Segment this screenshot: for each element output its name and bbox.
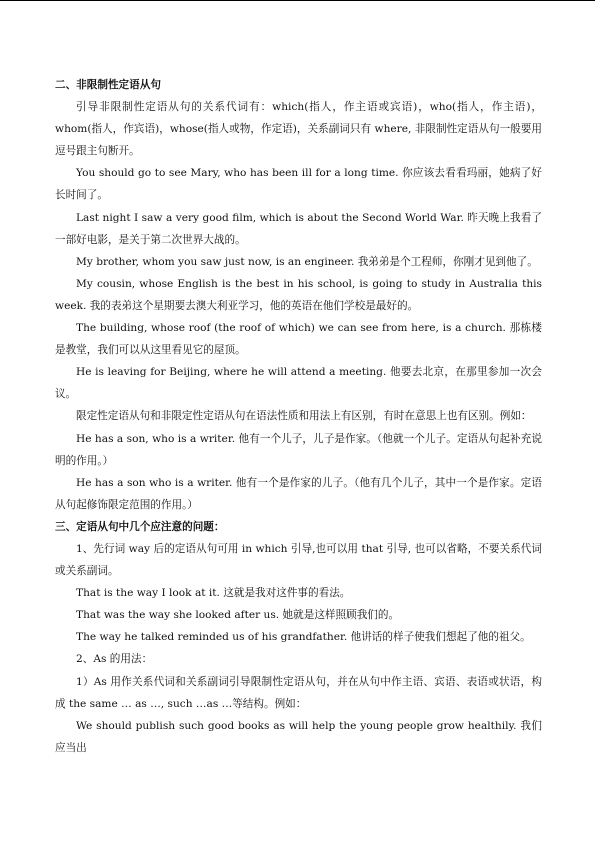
section-heading: 三、定语从句中几个应注意的问题： [55, 520, 225, 533]
section-heading: 二、非限制性定语从句 [55, 79, 161, 91]
paragraph: That was the way she looked after us. 她就是这样照顾我们的。 [76, 609, 400, 622]
paragraph: We should publish such good books as will help the young people grow healthily. 我们应当出 [55, 719, 542, 754]
paragraph: 引导非限制性定语从句的关系代词有：which(指人，作主语或宾语)，who(指人，作主语)，whom(指人，作宾语)，whose(指人或物，作定语)，关系副词只有 where, 非限制性定语从句一般要用逗号跟主句断开。 [55, 101, 542, 158]
paragraph: The building, whose roof (the roof of which) we can see from here, is a church. 那栋楼是教堂，我们可以从这里看见它的屋顶。 [55, 322, 542, 357]
paragraph: 1）As 用作关系代词和关系副词引导限制性定语从句，并在从句中作主语、宾语、表语或状语，构成 the same … as …, such …as …等结构。例如： [55, 675, 542, 710]
paragraph: He has a son, who is a writer. 他有一个儿子，儿子是作家。（他就一个儿子。定语从句起补充说明的作用。） [55, 432, 542, 467]
paragraph: 限定性定语从句和非限定性定语从句在语法性质和用法上有区别，有时在意思上也有区别。例如： [76, 410, 532, 423]
document-body [55, 74, 542, 759]
paragraph: The way he talked reminded us of his grandfather. 他讲话的样子使我们想起了他的祖父。 [76, 631, 531, 644]
paragraph: Last night I saw a very good film, which is about the Second World War. 昨天晚上我看了一部好电影，是关于第二次世界大战的。 [55, 211, 542, 246]
paragraph: 2、As 的用法： [76, 653, 153, 666]
paragraph: My cousin, whose English is the best in his school, is going to study in Australia this week. 我的表弟这个星期要去澳大利亚学习，他的英语在他们学校是最好的。 [55, 277, 542, 312]
paragraph: He has a son who is a writer. 他有一个是作家的儿子。（他有几个儿子，其中一个是作家。定语从句起修饰限定范围的作用。） [55, 476, 542, 511]
section-clause-notes [55, 516, 542, 759]
paragraph: That is the way I look at it. 这就是我对这件事的看法。 [76, 587, 351, 600]
section-non-restrictive-clauses [55, 74, 542, 516]
top-border-line [0, 0, 595, 1]
paragraph: You should go to see Mary, who has been ill for a long time. 你应该去看看玛丽，她病了好长时间了。 [55, 167, 542, 202]
paragraph: 1、先行词 way 后的定语从句可用 in which 引导,也可以用 that 引导, 也可以省略，不要关系代词或关系副词。 [55, 542, 542, 578]
paragraph: My brother, whom you saw just now, is an engineer. 我弟弟是个工程师，你刚才见到他了。 [76, 255, 538, 268]
paragraph: He is leaving for Beijing, where he will attend a meeting. 他要去北京，在那里参加一次会议。 [55, 366, 542, 401]
